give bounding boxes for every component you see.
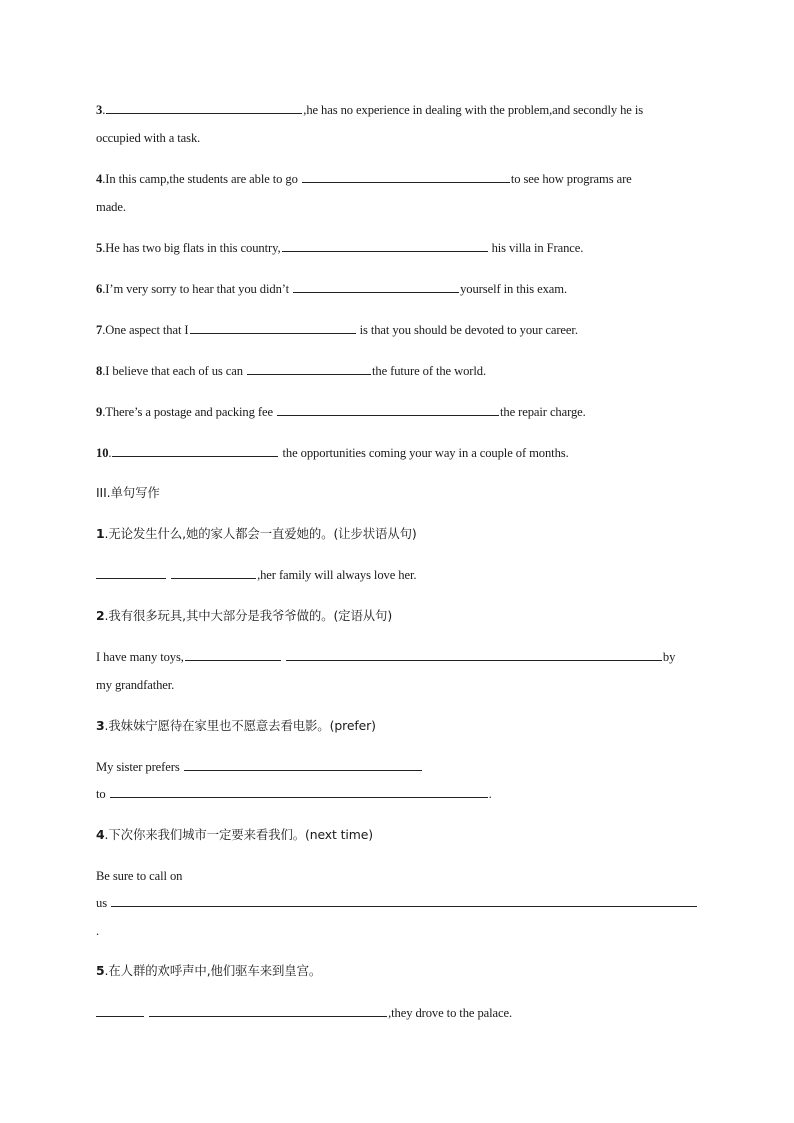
s3-item-2-cont: my grandfather. <box>96 678 175 692</box>
answer-blank[interactable] <box>190 322 356 334</box>
answer-blank[interactable] <box>106 102 302 114</box>
item-number: 5 <box>96 963 105 978</box>
s3-item-2-prompt <box>96 608 392 624</box>
item-text: the future of the world. <box>371 364 487 378</box>
item-number: 4 <box>96 172 103 186</box>
answer-blank[interactable] <box>277 404 499 416</box>
item-9-line <box>96 404 586 420</box>
item-10-line <box>96 445 569 461</box>
item-4-cont: made. <box>96 200 126 214</box>
item-text: . <box>108 446 112 460</box>
s3-item-1-answer <box>96 567 416 583</box>
s3-item-3-answer <box>96 759 423 775</box>
item-text: his villa in France. <box>488 241 584 255</box>
item-text: yourself in this exam. <box>460 282 568 296</box>
item-number: 10 <box>96 446 109 460</box>
item-text: .In this camp,the students are able to go <box>102 172 301 186</box>
answer-blank[interactable] <box>96 567 166 579</box>
prompt-text: .下次你来我们城市一定要来看我们。(next time) <box>104 827 373 842</box>
s3-item-3-answer-2 <box>96 786 492 802</box>
answer-text: . <box>488 787 492 801</box>
item-number: 4 <box>96 827 105 842</box>
answer-blank[interactable] <box>286 649 662 661</box>
item-number: 7 <box>96 323 103 337</box>
s3-item-4-answer-2 <box>96 895 698 911</box>
item-3-cont: occupied with a task. <box>96 131 201 145</box>
item-number: 9 <box>96 405 103 419</box>
item-8-line <box>96 363 486 379</box>
item-text: to see how programs are <box>510 172 632 186</box>
item-text: ,he has no experience in dealing with the problem,and secondly he is <box>303 103 644 117</box>
item-number: 3 <box>96 718 105 733</box>
item-text: the repair charge. <box>500 405 586 419</box>
item-number: 5 <box>96 241 103 255</box>
item-text: .There’s a postage and packing fee <box>102 405 276 419</box>
answer-text: us <box>96 896 111 910</box>
answer-blank[interactable] <box>112 445 278 457</box>
item-number: 2 <box>96 608 105 623</box>
answer-blank[interactable] <box>185 649 281 661</box>
item-text: . <box>102 103 106 117</box>
item-5-line <box>96 240 583 256</box>
answer-text: I have many toys, <box>96 650 184 664</box>
answer-blank[interactable] <box>293 281 459 293</box>
item-6-line <box>96 281 567 297</box>
item-7-line <box>96 322 578 338</box>
answer-blank[interactable] <box>171 567 256 579</box>
prompt-text: .我妹妹宁愿待在家里也不愿意去看电影。(prefer) <box>104 718 376 733</box>
answer-blank[interactable] <box>302 171 510 183</box>
answer-text: ,her family will always love her. <box>257 568 417 582</box>
item-number: 6 <box>96 282 103 296</box>
item-text: .One aspect that I <box>102 323 189 337</box>
s3-item-5-answer <box>96 1005 512 1021</box>
item-text: is that you should be devoted to your career. <box>356 323 578 337</box>
prompt-text: .在人群的欢呼声中,他们驱车来到皇宫。 <box>104 963 322 978</box>
answer-text: My sister prefers <box>96 760 183 774</box>
item-number: 3 <box>96 103 103 117</box>
section-heading: III.单句写作 <box>96 485 160 500</box>
item-text: the opportunities coming your way in a couple of months. <box>279 446 569 460</box>
s3-item-4-period: . <box>96 924 100 938</box>
item-3-line <box>96 102 643 118</box>
prompt-text: .我有很多玩具,其中大部分是我爷爷做的。(定语从句) <box>104 608 393 623</box>
answer-blank[interactable] <box>111 895 697 907</box>
item-text: .He has two big flats in this country, <box>102 241 281 255</box>
s3-item-3-prompt <box>96 718 376 734</box>
answer-blank[interactable] <box>282 240 488 252</box>
answer-text: ,they drove to the palace. <box>388 1006 513 1020</box>
item-4-line <box>96 171 632 187</box>
item-number: 8 <box>96 364 103 378</box>
item-number: 1 <box>96 526 105 541</box>
s3-item-2-answer <box>96 649 675 665</box>
s3-item-4-answer: Be sure to call on <box>96 869 183 883</box>
answer-blank[interactable] <box>96 1005 144 1017</box>
s3-item-5-prompt <box>96 963 321 979</box>
answer-blank[interactable] <box>184 759 422 771</box>
item-text: .I’m very sorry to hear that you didn’t <box>102 282 293 296</box>
answer-text: by <box>662 650 676 664</box>
s3-item-4-prompt <box>96 827 373 843</box>
answer-blank[interactable] <box>149 1005 387 1017</box>
s3-item-1-prompt <box>96 526 417 542</box>
item-text: .I believe that each of us can <box>102 364 246 378</box>
answer-blank[interactable] <box>110 786 488 798</box>
prompt-text: .无论发生什么,她的家人都会一直爱她的。(让步状语从句) <box>104 526 417 541</box>
answer-text: to <box>96 787 109 801</box>
answer-blank[interactable] <box>247 363 371 375</box>
